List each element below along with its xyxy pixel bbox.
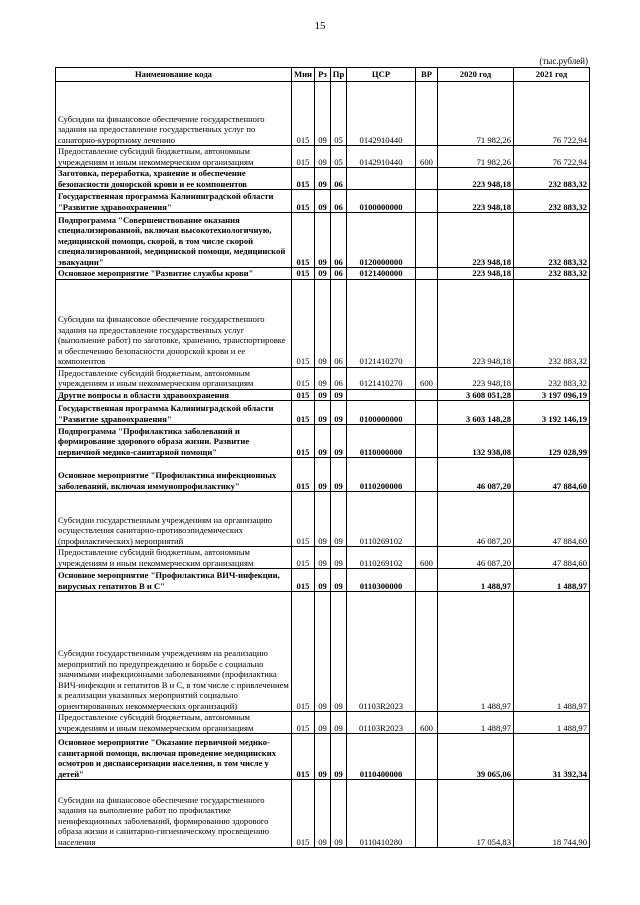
cell-csr — [347, 389, 416, 401]
cell-vr — [416, 569, 438, 592]
cell-name: Предоставление субсидий бюджетным, автономным учреждениям и иным некоммерческим организациям — [56, 367, 292, 389]
cell-name: Субсидии государственным учреждениям на организацию осуществления санитарно-противоэпидемических (профилактических) мероприятий — [56, 492, 292, 547]
cell-name: Субсидии государственным учреждениям на реализацию мероприятий по предупреждению и борьбе с социально значимыми инфекционными заболеваниями (профилактика ВИЧ-инфекции и гепатитов В и С, в том числе с привлечением к реализации указанных мероприятий социально ориентированных некоммерческих организаций) — [56, 592, 292, 712]
cell-min: 015 — [292, 458, 315, 492]
cell-2020: 223 948,18 — [438, 279, 514, 367]
cell-2021: 47 884,60 — [514, 492, 590, 547]
cell-csr: 0110400000 — [347, 734, 416, 780]
units-label: (тыс.рублей) — [539, 56, 588, 66]
cell-2021: 31 392,34 — [514, 734, 590, 780]
cell-rz: 09 — [315, 569, 331, 592]
cell-2020: 46 087,20 — [438, 458, 514, 492]
cell-rz: 09 — [315, 367, 331, 389]
cell-2020: 223 948,18 — [438, 168, 514, 190]
cell-2021: 76 722,94 — [514, 146, 590, 168]
table-row — [56, 190, 590, 213]
cell-min: 015 — [292, 780, 315, 848]
cell-min: 015 — [292, 82, 315, 146]
cell-csr: 0110269102 — [347, 547, 416, 569]
cell-rz: 09 — [315, 492, 331, 547]
cell-pr: 09 — [331, 425, 347, 458]
cell-vr — [416, 780, 438, 848]
cell-pr: 09 — [331, 780, 347, 848]
cell-name: Основное мероприятие "Профилактика ВИЧ-инфекции, вирусных гепатитов В и С" — [56, 569, 292, 592]
cell-2021: 232 883,32 — [514, 367, 590, 389]
cell-csr: 0142910440 — [347, 82, 416, 146]
table-row — [56, 780, 590, 848]
cell-pr: 05 — [331, 82, 347, 146]
cell-2021: 1 488,97 — [514, 569, 590, 592]
cell-name: Основное мероприятие "Профилактика инфекционных заболеваний, включая иммунопрофилактику" — [56, 458, 292, 492]
cell-csr: 0110000000 — [347, 425, 416, 458]
cell-min: 015 — [292, 213, 315, 268]
cell-rz: 09 — [315, 592, 331, 712]
header-2021: 2021 год — [514, 68, 590, 82]
cell-rz: 09 — [315, 168, 331, 190]
cell-rz: 09 — [315, 712, 331, 734]
cell-vr — [416, 458, 438, 492]
table-row — [56, 82, 590, 146]
cell-rz: 09 — [315, 190, 331, 213]
cell-2021: 47 884,60 — [514, 458, 590, 492]
cell-csr: 0110410280 — [347, 780, 416, 848]
cell-min: 015 — [292, 268, 315, 280]
cell-name: Предоставление субсидий бюджетным, автономным учреждениям и иным некоммерческим организациям — [56, 547, 292, 569]
cell-2021: 76 722,94 — [514, 82, 590, 146]
cell-vr — [416, 279, 438, 367]
cell-rz: 09 — [315, 425, 331, 458]
cell-2021: 47 884,60 — [514, 547, 590, 569]
cell-2020: 223 948,18 — [438, 213, 514, 268]
cell-rz: 09 — [315, 146, 331, 168]
cell-name: Субсидии на финансовое обеспечение государственного задания на предоставление государственных услуг по санаторно-курортному лечению — [56, 82, 292, 146]
cell-2021: 232 883,32 — [514, 279, 590, 367]
cell-pr: 06 — [331, 168, 347, 190]
header-vr: ВР — [416, 68, 438, 82]
cell-2020: 223 948,18 — [438, 367, 514, 389]
cell-2021: 18 744,90 — [514, 780, 590, 848]
cell-name: Государственная программа Калининградской области "Развитие здравоохранения" — [56, 401, 292, 425]
cell-min: 015 — [292, 425, 315, 458]
cell-csr: 0110300000 — [347, 569, 416, 592]
cell-pr: 09 — [331, 734, 347, 780]
cell-min: 015 — [292, 547, 315, 569]
cell-pr: 09 — [331, 389, 347, 401]
cell-2020: 132 938,08 — [438, 425, 514, 458]
budget-table — [55, 67, 590, 848]
cell-csr: 01103R2023 — [347, 592, 416, 712]
cell-rz: 09 — [315, 458, 331, 492]
cell-name: Субсидии на финансовое обеспечение государственного задания на выполнение работ по профилактике неинфекционных заболеваний, формированию здорового образа жизни и санитарно-гигиеническому просвещению населения — [56, 780, 292, 848]
cell-vr — [416, 592, 438, 712]
cell-min: 015 — [292, 569, 315, 592]
cell-pr: 06 — [331, 367, 347, 389]
cell-rz: 09 — [315, 279, 331, 367]
cell-pr: 09 — [331, 547, 347, 569]
cell-min: 015 — [292, 734, 315, 780]
table-row — [56, 401, 590, 425]
cell-rz: 09 — [315, 82, 331, 146]
cell-pr: 09 — [331, 458, 347, 492]
cell-vr — [416, 389, 438, 401]
header-csr: ЦСР — [347, 68, 416, 82]
cell-csr: 01103R2023 — [347, 712, 416, 734]
cell-vr — [416, 492, 438, 547]
cell-rz: 09 — [315, 389, 331, 401]
table-row — [56, 146, 590, 168]
cell-vr — [416, 190, 438, 213]
header-2020: 2020 год — [438, 68, 514, 82]
cell-2021: 1 488,97 — [514, 592, 590, 712]
page-number: 15 — [314, 20, 326, 32]
cell-vr — [416, 213, 438, 268]
cell-min: 015 — [292, 190, 315, 213]
cell-2021: 1 488,97 — [514, 712, 590, 734]
cell-csr: 0121400000 — [347, 268, 416, 280]
cell-name: Подпрограмма "Совершенствование оказания специализированной, включая высокотехнологичную, медицинской помощи, скорой, в том числе скорой специализированной, медицинской помощи, медицинской эвакуации" — [56, 213, 292, 268]
table-row — [56, 492, 590, 547]
table-row — [56, 458, 590, 492]
cell-csr: 0121410270 — [347, 279, 416, 367]
cell-csr: 0110200000 — [347, 458, 416, 492]
cell-rz: 09 — [315, 734, 331, 780]
cell-vr: 600 — [416, 146, 438, 168]
cell-2021: 3 192 146,19 — [514, 401, 590, 425]
table-row — [56, 213, 590, 268]
table-row — [56, 547, 590, 569]
cell-name: Основное мероприятие "Развитие службы крови" — [56, 268, 292, 280]
cell-name: Предоставление субсидий бюджетным, автономным учреждениям и иным некоммерческим организациям — [56, 712, 292, 734]
cell-vr — [416, 82, 438, 146]
cell-2021: 3 197 096,19 — [514, 389, 590, 401]
cell-rz: 09 — [315, 547, 331, 569]
cell-min: 015 — [292, 401, 315, 425]
cell-2020: 71 982,26 — [438, 146, 514, 168]
cell-pr: 06 — [331, 213, 347, 268]
table-row — [56, 268, 590, 280]
cell-rz: 09 — [315, 213, 331, 268]
cell-2020: 1 488,97 — [438, 592, 514, 712]
cell-csr: 0120000000 — [347, 213, 416, 268]
cell-min: 015 — [292, 367, 315, 389]
table-row — [56, 389, 590, 401]
cell-name: Основное мероприятие "Оказание первичной медико-санитарной помощи, включая проведение медицинских осмотров и диспансеризации населения, в том числе у детей" — [56, 734, 292, 780]
table-row — [56, 367, 590, 389]
cell-2020: 1 488,97 — [438, 712, 514, 734]
cell-csr: 0100000000 — [347, 190, 416, 213]
cell-2020: 46 087,20 — [438, 547, 514, 569]
cell-pr: 09 — [331, 712, 347, 734]
header-rz: Рз — [315, 68, 331, 82]
cell-vr: 600 — [416, 547, 438, 569]
cell-pr: 06 — [331, 190, 347, 213]
cell-min: 015 — [292, 592, 315, 712]
cell-csr — [347, 168, 416, 190]
cell-csr: 0100000000 — [347, 401, 416, 425]
cell-2020: 223 948,18 — [438, 268, 514, 280]
cell-csr: 0142910440 — [347, 146, 416, 168]
cell-min: 015 — [292, 389, 315, 401]
table-row — [56, 569, 590, 592]
cell-vr — [416, 425, 438, 458]
cell-pr: 06 — [331, 268, 347, 280]
cell-min: 015 — [292, 146, 315, 168]
cell-2021: 232 883,32 — [514, 168, 590, 190]
cell-name: Заготовка, переработка, хранение и обеспечение безопасности донорской крови и ее компонентов — [56, 168, 292, 190]
cell-pr: 09 — [331, 592, 347, 712]
cell-pr: 06 — [331, 279, 347, 367]
table-row — [56, 734, 590, 780]
cell-name: Подпрограмма "Профилактика заболеваний и формирование здорового образа жизни. Развитие первичной медико-санитарной помощи" — [56, 425, 292, 458]
cell-min: 015 — [292, 492, 315, 547]
cell-vr — [416, 268, 438, 280]
cell-2020: 3 608 051,28 — [438, 389, 514, 401]
cell-pr: 09 — [331, 492, 347, 547]
cell-2021: 129 028,99 — [514, 425, 590, 458]
cell-2021: 232 883,32 — [514, 268, 590, 280]
cell-name: Другие вопросы в области здравоохранения — [56, 389, 292, 401]
cell-pr: 09 — [331, 569, 347, 592]
cell-2020: 39 065,06 — [438, 734, 514, 780]
table-row — [56, 168, 590, 190]
cell-name: Предоставление субсидий бюджетным, автономным учреждениям и иным некоммерческим организациям — [56, 146, 292, 168]
header-name: Наименование кода — [56, 68, 292, 82]
table-row — [56, 712, 590, 734]
cell-2020: 71 982,26 — [438, 82, 514, 146]
cell-rz: 09 — [315, 401, 331, 425]
cell-csr: 0121410270 — [347, 367, 416, 389]
cell-vr — [416, 401, 438, 425]
table-row — [56, 279, 590, 367]
cell-rz: 09 — [315, 268, 331, 280]
cell-min: 015 — [292, 712, 315, 734]
table-body — [56, 82, 590, 848]
cell-vr: 600 — [416, 712, 438, 734]
cell-vr — [416, 168, 438, 190]
cell-name: Субсидии на финансовое обеспечение государственного задания на предоставление государственных услуг (выполнение работ) по заготовке, хранению, транспортировке и обеспечению безопасности донорской крови и ее компонентов — [56, 279, 292, 367]
cell-2020: 46 087,20 — [438, 492, 514, 547]
cell-min: 015 — [292, 279, 315, 367]
cell-2020: 1 488,97 — [438, 569, 514, 592]
cell-2020: 3 603 148,28 — [438, 401, 514, 425]
table-row — [56, 425, 590, 458]
table-header-row — [56, 68, 590, 82]
cell-2021: 232 883,32 — [514, 190, 590, 213]
cell-pr: 09 — [331, 401, 347, 425]
cell-vr — [416, 734, 438, 780]
cell-2020: 17 054,83 — [438, 780, 514, 848]
header-min: Мин — [292, 68, 315, 82]
cell-vr: 600 — [416, 367, 438, 389]
table-row — [56, 592, 590, 712]
cell-pr: 05 — [331, 146, 347, 168]
cell-min: 015 — [292, 168, 315, 190]
cell-csr: 0110269102 — [347, 492, 416, 547]
cell-name: Государственная программа Калининградской области "Развитие здравоохранения" — [56, 190, 292, 213]
cell-rz: 09 — [315, 780, 331, 848]
cell-2020: 223 948,18 — [438, 190, 514, 213]
cell-2021: 232 883,32 — [514, 213, 590, 268]
header-pr: Пр — [331, 68, 347, 82]
